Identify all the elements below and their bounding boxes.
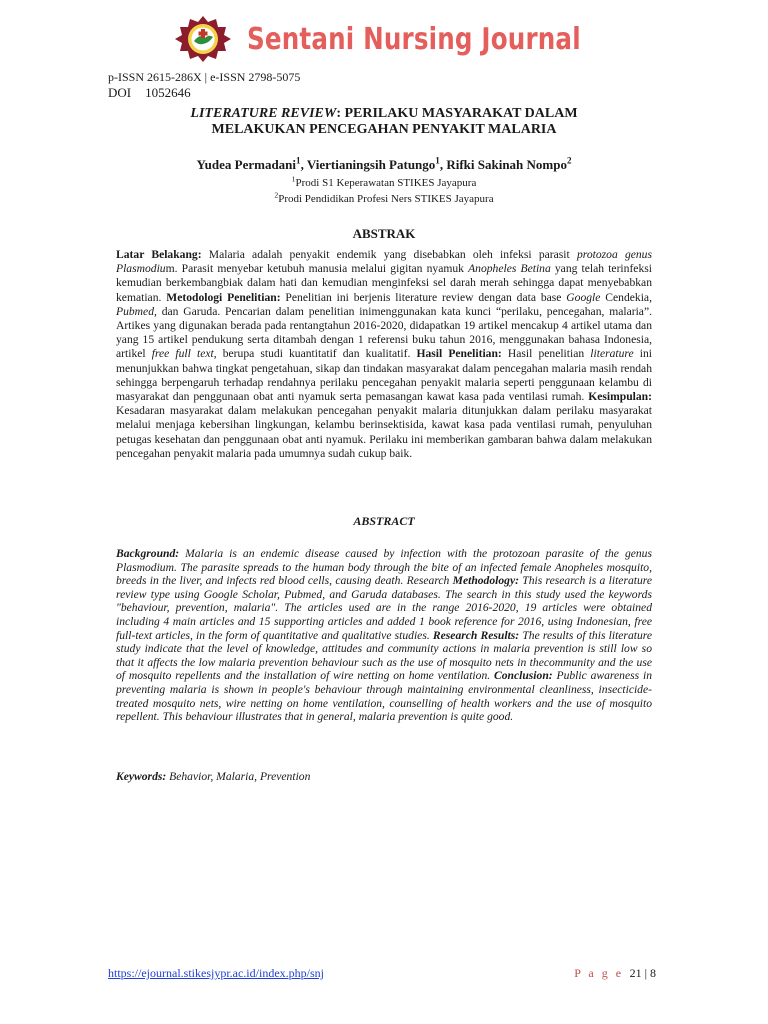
abstrak-text: , dan Garuda. Pencarian dalam penelitian inimenggunakan kata kunci “perilaku, pencegahan, malaria”. Artikes yang digunakan berada pada rentangtahun 2016-2020, didapatkan 19 artikel mencakup 4 artikel utama dan yang 15 artikel pendukung serta ditambah dengan 1 referensi buku tahun 2016, menggunakan bahasa Indonesia, artikel (116, 304, 652, 361)
abstrak-italic: protozoa genus Plasmodiu (116, 248, 652, 276)
journal-name: Sentani Nursing Journal (247, 22, 581, 57)
keywords-text: Behavior, Malaria, Prevention (166, 770, 311, 783)
journal-seal-icon (174, 14, 232, 64)
abstrak-body (116, 248, 652, 461)
abstrak-text: m. Parasit menyebar ketubuh manusia melalui gigitan nyamuk (165, 262, 469, 276)
abstract-text: The results of this literature study indicate that the level of knowledge, attitudes and community actions in malaria prevention is still low so that it affects the low malaria prevention behaviour such as the use of mosquito nets in thecommunity and the use of mosquito repellents and the installation of wire netting on home ventilation. (116, 628, 652, 683)
affiliation-text: Prodi S1 Keperawatan STIKES Jayapura (295, 177, 477, 189)
abstract-text: Public awareness in preventing malaria is shown in people's behaviour through maintaining environmental cleanliness, insecticide-treated mosquito nets, wire netting on home ventilation, counselling of health workers and the use of mosquito repellent. This behaviour illustrates that in general, malaria prevention is quite good. (116, 669, 652, 724)
keywords-line (116, 770, 652, 784)
author-sup: 1 (435, 155, 440, 166)
abstrak-heading: ABSTRAK (352, 226, 416, 241)
page-number (574, 966, 656, 980)
author-list: Yudea Permadani$^1$, Viertianingsih Patungo$^1$, Rifki Sakinah Nompo$^2$ (196, 155, 572, 172)
abstrak-text: , berupa studi kuantitatif dan kualitatif. (213, 347, 417, 361)
abstract-heading: ABSTRACT (353, 514, 415, 528)
doi-line (108, 85, 191, 100)
abstrak-text: yang telah terinfeksi kemudian berkembangbiak dalam hati dan kemudian menginfeksi sel darah merah sehingga dapat menyebabkan kematian. (116, 262, 652, 304)
abstrak-italic: Pubmed (116, 304, 154, 318)
paper-title (108, 106, 660, 138)
affiliation-sup: 1 (291, 174, 296, 184)
abstract-text: Malaria is an endemic disease caused by infection with the protozoan parasite of the genus Plasmodium. The parasite spreads to the human body through the bite of an infected female Anopheles mosquito, breeds in the liver, and infects red blood cells, causing death. Research (116, 547, 652, 588)
abstrak-text: Penelitian ini berjenis literature review dengan data base (280, 290, 567, 304)
doi-label: DOI (108, 85, 132, 100)
abstrak-text: Malaria adalah penyakit endemik yang disebabkan oleh infeksi parasit (201, 248, 577, 261)
affiliation (108, 174, 660, 190)
abstrak-text: Cendekia, (600, 290, 652, 304)
author-name: Viertianingsih Patungo (306, 157, 436, 172)
abstrak-italic: Google (566, 290, 601, 304)
abstract-label-method: Methodology: (452, 574, 519, 588)
author-sup: 2 (566, 155, 572, 166)
title-emphasis: LITERATURE REVIEW (190, 106, 337, 121)
title-rest: : PERILAKU MASYARAKAT DALAM (336, 106, 578, 121)
abstrak-italic: free full text (151, 347, 214, 361)
affiliation (108, 190, 660, 206)
keywords-label: Keywords: (116, 770, 167, 783)
abstrak-label-method: Metodologi Penelitian: (166, 290, 281, 304)
affiliation-sup: 2 (274, 190, 279, 200)
abstrak-text: ini menunjukkan bahwa tingkat pengetahuan, sikap dan tindakan masyarakat dalam pencegahan malaria masih rendah sehingga berpengaruh terhadap rendahnya perilaku pencegahan penyakit malaria seperti penggunaan kelambu di masyarakat dan penggunaan obat anti nyamuk serta pemasangan kawat kasa pada ventilasi rumah. (116, 347, 652, 404)
abstract-label-background: Background: (116, 547, 180, 560)
author-sup: 1 (296, 155, 301, 166)
abstrak-label-background: Latar Belakang: (116, 248, 202, 261)
abstrak-text: Hasil penelitian (501, 347, 591, 361)
issn-line: p-ISSN 2615-286X | e-ISSN 2798-5075 (108, 70, 301, 84)
abstract-text: This research is a literature review type using Google Scholar, Pubmed, and Garuda databases. The search in this study used the keywords "behaviour, prevention, malaria". The articles used are in the range 2016-2020, 19 articles were obtained including 4 main articles and 15 supporting articles and added 1 book reference for 2016, using Indonesian, free full-text articles, in the form of quantitative and qualitative studies. (116, 574, 652, 642)
doi-value: 1052646 (145, 85, 191, 100)
author-name: Rifki Sakinah Nompo (446, 157, 567, 172)
journal-header (172, 10, 602, 66)
title-line2: MELAKUKAN PENCEGAHAN PENYAKIT MALARIA (211, 122, 557, 137)
journal-url-link[interactable]: https://ejournal.stikesjypr.ac.id/index.php/snj (108, 966, 324, 980)
abstrak-italic: literature (590, 347, 634, 361)
abstract-label-conclusion: Conclusion: (494, 669, 553, 683)
abstrak-label-conclusion: Kesimpulan: (588, 390, 652, 404)
abstract-label-results: Research Results: (432, 628, 520, 642)
author-name: Yudea Permadani (196, 157, 297, 172)
abstrak-text: Kesadaran masyarakat dalam melakukan pencegahan penyakit malaria ditunjukkan dalam perilaku masyarakat melalui menjaga kebersihan lingkungan, kelambu berinsektisida, kawat kasa pada ventilasi rumah, penyuluhan petugas kesehatan dan penggunaan obat anti nyamuk. Perilaku ini memberikan gambaran bahwa dalam melakukan pencegahan penyakit malaria pada umumnya sudah cukup baik. (116, 404, 652, 460)
affiliation-text: Prodi Pendidikan Profesi Ners STIKES Jayapura (278, 193, 494, 205)
page-value: 21 | 8 (629, 966, 656, 980)
abstract-body (116, 547, 652, 724)
abstrak-italic: Anopheles Betina (468, 262, 551, 276)
abstrak-label-results: Hasil Penelitian: (416, 347, 502, 361)
page-label: P a g e (574, 966, 624, 980)
